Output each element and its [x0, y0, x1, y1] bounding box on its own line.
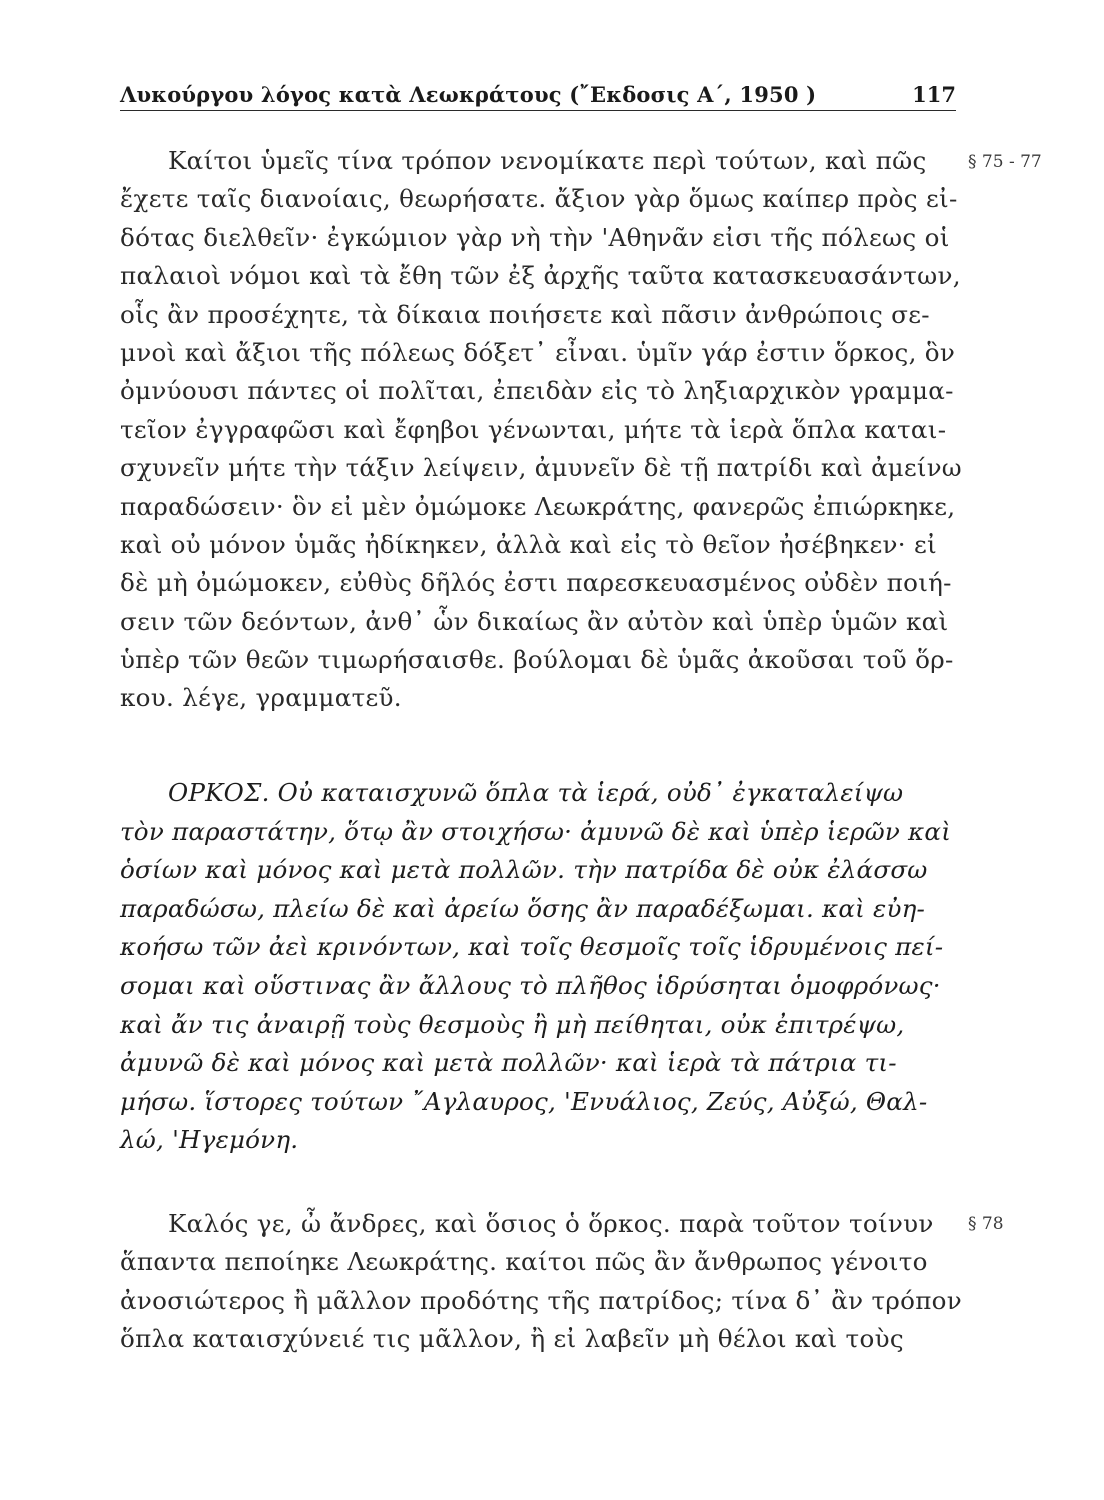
- text-line: ἔχετε ταῖς διανοίαις, θεωρήσατε. ἄξιον γὰρ ὅμως καίπερ πρὸς εἰ-: [120, 184, 958, 214]
- text-line: Καίτοι ὑμεῖς τίνα τρόπον νενομίκατε περὶ τούτων, καὶ πῶς: [168, 146, 927, 175]
- text-line: ὑπὲρ τῶν θεῶν τιμωρήσαισθε. βούλομαι δὲ ὑμᾶς ἀκοῦσαι τοῦ ὅρ-: [120, 645, 954, 675]
- text-line: σχυνεῖν μήτε τὴν τάξιν λείψειν, ἀμυνεῖν δὲ τῇ πατρίδι καὶ ἀμείνω: [120, 453, 962, 483]
- running-title: Λυκούργου λόγος κατὰ Λεωκράτους (῎Εκδοσις Α΄, 1950 ): [120, 82, 817, 107]
- text-line: ἅπαντα πεποίηκε Λεωκράτης. καίτοι πῶς ἂν ἄνθρωπος γένοιτο: [120, 1247, 928, 1277]
- text-line: παραδώσειν· ὃν εἰ μὲν ὀμώμοκε Λεωκράτης, φανερῶς ἐπιώρκηκε,: [120, 491, 956, 521]
- text-line: σομαι καὶ οὕστινας ἂν ἄλλους τὸ πλῆθος ἱδρύσηται ὁμοφρόνως·: [120, 970, 941, 1000]
- text-line: καὶ οὐ μόνον ὑμᾶς ἠδίκηκεν, ἀλλὰ καὶ εἰς τὸ θεῖον ἠσέβηκεν· εἰ: [120, 529, 937, 559]
- text-line: ἀνοσιώτερος ἢ μᾶλλον προδότης τῆς πατρίδος; τίνα δ᾿ ἂν τρόπον: [120, 1285, 963, 1315]
- text-line: ὁσίων καὶ μόνος καὶ μετὰ πολλῶν. τὴν πατρίδα δὲ οὐκ ἐλάσσω: [120, 855, 928, 885]
- text-line: παλαιοὶ νόμοι καὶ τὰ ἔθη τῶν ἐξ ἀρχῆς ταῦτα κατασκευασάντων,: [120, 261, 961, 291]
- text-line: ὅπλα καταισχύνειέ τις μᾶλλον, ἢ εἰ λαβεῖν μὴ θέλοι καὶ τοὺς: [120, 1324, 904, 1354]
- text-line: λώ, 'Ηγεμόνη.: [120, 1125, 299, 1155]
- text-line: οἷς ἂν προσέχητε, τὰ δίκαια ποιήσετε καὶ πᾶσιν ἀνθρώποις σε-: [120, 299, 930, 329]
- text-line: σειν τῶν δεόντων, ἀνθ᾿ ὧν δικαίως ἂν αὐτὸν καὶ ὑπὲρ ὑμῶν καὶ: [120, 606, 949, 636]
- section-marginal-note: § 75 - 77: [968, 152, 1042, 172]
- text-line: τεῖον ἐγγραφῶσι καὶ ἔφηβοι γένωνται, μήτε τὰ ἱερὰ ὅπλα καται-: [120, 414, 947, 444]
- running-header: [120, 82, 956, 111]
- text-line: ἀμυνῶ δὲ καὶ μόνος καὶ μετὰ πολλῶν· καὶ ἱερὰ τὰ πάτρια τι-: [120, 1048, 897, 1078]
- section-marginal-note: § 78: [968, 1214, 1004, 1234]
- oath-passage: [120, 774, 962, 1160]
- text-line: παραδώσω, πλείω δὲ καὶ ἀρείω ὅσης ἂν παραδέξωμαι. καὶ εὐη-: [120, 893, 926, 923]
- paragraph-78: [120, 1205, 962, 1359]
- text-line: μνοὶ καὶ ἄξιοι τῆς πόλεως δόξετ᾿ εἶναι. ὑμῖν γάρ ἐστιν ὅρκος, ὃν: [120, 337, 956, 367]
- text-line: κου. λέγε, γραμματεῦ.: [120, 683, 402, 713]
- page-number: 117: [912, 82, 956, 107]
- text-line: καὶ ἄν τις ἀναιρῇ τοὺς θεσμοὺς ἢ μὴ πείθηται, οὐκ ἐπιτρέψω,: [120, 1009, 905, 1039]
- text-line: μήσω. ἵστορες τούτων ῎Αγλαυρος, 'Ενυάλιος, Ζεύς, Αὐξώ, Θαλ-: [120, 1086, 928, 1116]
- text-line: Καλός γε, ὦ ἄνδρες, καὶ ὅσιος ὁ ὅρκος. παρὰ τοῦτον τοίνυν: [168, 1209, 934, 1238]
- text-line: ὀμνύουσι πάντες οἱ πολῖται, ἐπειδὰν εἰς τὸ ληξιαρχικὸν γραμμα-: [120, 376, 954, 406]
- text-line: τὸν παραστάτην, ὅτῳ ἂν στοιχήσω· ἀμυνῶ δὲ καὶ ὑπὲρ ἱερῶν καὶ: [120, 816, 952, 846]
- paragraph-75-77: [120, 142, 962, 718]
- text-line: δὲ μὴ ὀμώμοκεν, εὐθὺς δῆλός ἐστι παρεσκευασμένος οὐδὲν ποιή-: [120, 568, 952, 598]
- text-line: δότας διελθεῖν· ἐγκώμιον γὰρ νὴ τὴν 'Αθηνᾶν εἰσι τῆς πόλεως οἱ: [120, 222, 950, 252]
- text-line: ΟΡΚΟΣ. Οὐ καταισχυνῶ ὅπλα τὰ ἱερά, οὐδ᾿ ἐγκαταλείψω: [168, 778, 904, 807]
- text-line: κοήσω τῶν ἀεὶ κρινόντων, καὶ τοῖς θεσμοῖς τοῖς ἱδρυμένοις πεί-: [120, 932, 944, 962]
